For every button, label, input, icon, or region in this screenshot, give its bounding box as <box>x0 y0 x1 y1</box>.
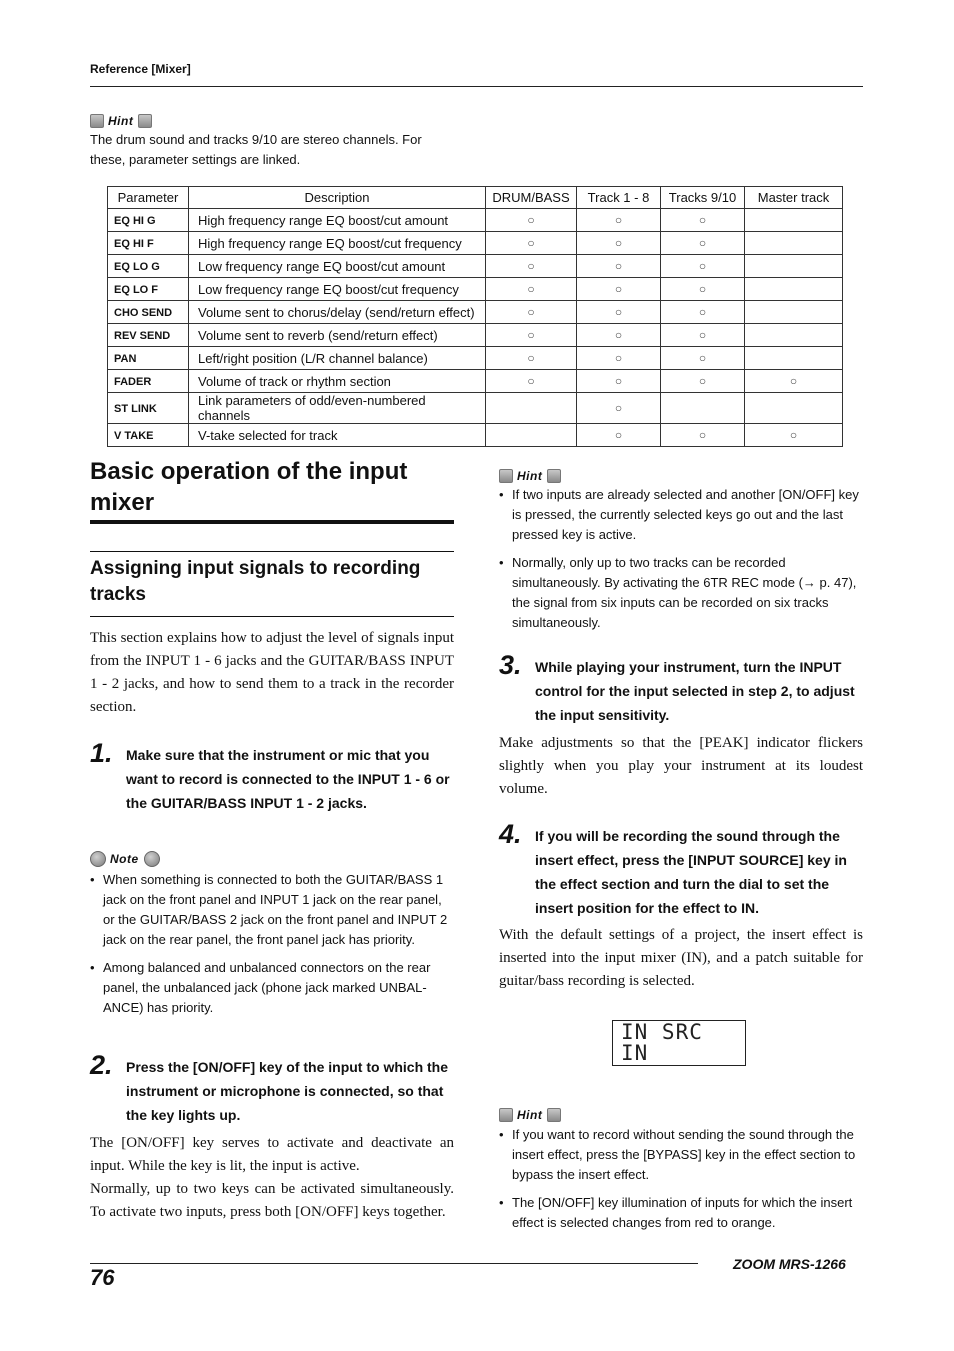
hint-text-line: The drum sound and tracks 9/10 are stereo channels. For <box>90 132 422 147</box>
parameter-table <box>107 186 843 447</box>
drum-bass-mark <box>486 393 577 424</box>
list-item: • If two inputs are already selected and another [ON/OFF] key is pressed, the currently selected keys go out and the last pressed key is active. <box>499 485 863 545</box>
hint-label: Hint <box>108 114 134 128</box>
table-row <box>108 301 843 324</box>
step-text-2: Press the [ON/OFF] key of the input to which the instrument or microphone is connected, so that the key lights up. <box>126 1059 449 1123</box>
drum-bass-mark: ○ <box>486 232 577 255</box>
table-header-row <box>108 187 843 209</box>
hint-callout-1 <box>90 113 152 129</box>
param-cell: FADER <box>108 370 189 393</box>
footer-rule <box>90 1263 698 1264</box>
description-cell: High frequency range EQ boost/cut frequency <box>189 232 486 255</box>
track-1-8-mark: ○ <box>577 347 661 370</box>
hint-icon <box>138 114 152 128</box>
master-track-mark <box>745 347 843 370</box>
track-1-8-mark: ○ <box>577 301 661 324</box>
step-3-paragraph: Make adjustments so that the [PEAK] indicator flickers slightly when you play your instrument at its loudest volume. <box>499 735 863 797</box>
hint-icon <box>90 114 104 128</box>
list-item: • When something is connected to both the GUITAR/BASS 1 jack on the front panel and INPUT 1 jack on the rear panel, or the GUITAR/BASS 2 jack on the front panel and INPUT 2 jack on the rear panel, the front panel jack has priority. <box>90 870 454 950</box>
master-track-mark <box>745 209 843 232</box>
subtitle-bottom-rule <box>90 616 454 617</box>
step-text-4: If you will be recording the sound through the insert effect, press the [INPUT SOURCE] key in the effect section and turn the dial to set the insert position for the effect to IN. <box>535 828 847 916</box>
step-text-3: While playing your instrument, turn the INPUT control for the input selected in step 2, to adjust the input sensitivity. <box>535 659 855 723</box>
drum-bass-mark: ○ <box>486 209 577 232</box>
column-header-track-1-8: Track 1 - 8 <box>577 187 661 209</box>
description-cell: Low frequency range EQ boost/cut amount <box>189 255 486 278</box>
tracks-9-10-mark: ○ <box>661 255 745 278</box>
track-1-8-mark: ○ <box>577 424 661 447</box>
description-cell: Volume sent to reverb (send/return effect) <box>189 324 486 347</box>
description-cell: Volume of track or rhythm section <box>189 370 486 393</box>
drum-bass-mark: ○ <box>486 255 577 278</box>
step-2-paragraph <box>90 1132 454 1224</box>
hint-icon <box>547 1108 561 1122</box>
hint-icon <box>547 469 561 483</box>
master-track-mark <box>745 278 843 301</box>
lcd-display <box>612 1020 746 1066</box>
hint-callout-3 <box>499 1107 561 1123</box>
hint-callout-2 <box>499 468 561 484</box>
hint-icon <box>499 1108 513 1122</box>
tracks-9-10-mark: ○ <box>661 324 745 347</box>
lcd-line-2: IN <box>621 1041 649 1065</box>
tracks-9-10-mark: ○ <box>661 347 745 370</box>
track-1-8-mark: ○ <box>577 278 661 301</box>
description-cell: Low frequency range EQ boost/cut frequency <box>189 278 486 301</box>
drum-bass-mark: ○ <box>486 370 577 393</box>
master-track-mark <box>745 393 843 424</box>
section-title <box>90 456 460 518</box>
param-cell: ST LINK <box>108 393 189 424</box>
param-cell: EQ LO F <box>108 278 189 301</box>
subsection-title-line: Assigning input signals to recording <box>90 558 421 579</box>
column-header-description: Description <box>189 187 486 209</box>
description-cell: V-take selected for track <box>189 424 486 447</box>
subtitle-top-rule <box>90 551 454 552</box>
track-1-8-mark: ○ <box>577 393 661 424</box>
hint-text-1 <box>90 130 470 170</box>
step-2-paragraph-1: The [ON/OFF] key serves to activate and deactivate an input. While the key is lit, the input is active. <box>90 1135 454 1174</box>
hint-label: Hint <box>517 1108 543 1122</box>
track-1-8-mark: ○ <box>577 209 661 232</box>
drum-bass-mark: ○ <box>486 301 577 324</box>
param-cell: EQ HI G <box>108 209 189 232</box>
lcd-line-1: IN SRC <box>621 1020 703 1044</box>
subsection-title-line: tracks <box>90 584 146 605</box>
hint-text-line: these, parameter settings are linked. <box>90 152 301 167</box>
hint-list-3 <box>499 1125 863 1241</box>
column-header-tracks-9-10: Tracks 9/10 <box>661 187 745 209</box>
tracks-9-10-mark: ○ <box>661 209 745 232</box>
column-header-drum-bass: DRUM/BASS <box>486 187 577 209</box>
drum-bass-mark: ○ <box>486 278 577 301</box>
list-item: • The [ON/OFF] key illumination of inputs for which the insert effect is selected changes from red to orange. <box>499 1193 863 1233</box>
table-row <box>108 255 843 278</box>
subsection-title <box>90 556 454 608</box>
hint-label: Hint <box>517 469 543 483</box>
master-track-mark <box>745 301 843 324</box>
param-cell: REV SEND <box>108 324 189 347</box>
product-name: ZOOM MRS-1266 <box>733 1256 846 1272</box>
table-row <box>108 370 843 393</box>
master-track-mark <box>745 255 843 278</box>
tracks-9-10-mark: ○ <box>661 424 745 447</box>
table-row <box>108 278 843 301</box>
table-row <box>108 209 843 232</box>
section-title-rule <box>90 520 454 524</box>
column-header-parameter: Parameter <box>108 187 189 209</box>
drum-bass-mark <box>486 424 577 447</box>
master-track-mark <box>745 232 843 255</box>
track-1-8-mark: ○ <box>577 324 661 347</box>
table-row <box>108 347 843 370</box>
note-icon <box>90 851 106 867</box>
description-cell: Link parameters of odd/even-numbered channels <box>189 393 486 424</box>
drum-bass-mark: ○ <box>486 347 577 370</box>
table-row <box>108 324 843 347</box>
description-cell: Volume sent to chorus/delay (send/return effect) <box>189 301 486 324</box>
list-item: • If you want to record without sending the sound through the insert effect, press the [BYPASS] key in the effect section to bypass the insert effect. <box>499 1125 863 1185</box>
table-row <box>108 424 843 447</box>
param-cell: V TAKE <box>108 424 189 447</box>
step-2-paragraph-2: Normally, up to two keys can be activated simultaneously. To activate two inputs, press both [ON/OFF] keys together. <box>90 1181 454 1220</box>
section-title-line: mixer <box>90 489 155 516</box>
param-cell: PAN <box>108 347 189 370</box>
master-track-mark: ○ <box>745 424 843 447</box>
param-cell: EQ HI F <box>108 232 189 255</box>
step-number-4: 4. <box>499 819 522 849</box>
intro-paragraph: This section explains how to adjust the level of signals input from the INPUT 1 - 6 jacks and the GUITAR/BASS INPUT 1 - 2 jacks, and how to send them to a track in the recorder section. <box>90 630 454 715</box>
tracks-9-10-mark: ○ <box>661 278 745 301</box>
step-number-1: 1. <box>90 738 113 768</box>
description-cell: High frequency range EQ boost/cut amount <box>189 209 486 232</box>
hint-list-2 <box>499 485 863 641</box>
page-number: 76 <box>90 1265 115 1290</box>
note-list <box>90 870 454 1026</box>
note-icon <box>144 851 160 867</box>
master-track-mark: ○ <box>745 370 843 393</box>
tracks-9-10-mark <box>661 393 745 424</box>
track-1-8-mark: ○ <box>577 232 661 255</box>
header-rule <box>90 86 863 87</box>
param-cell: CHO SEND <box>108 301 189 324</box>
track-1-8-mark: ○ <box>577 255 661 278</box>
tracks-9-10-mark: ○ <box>661 232 745 255</box>
list-item: • Normally, only up to two tracks can be recorded simultaneously. By activating the 6TR REC mode (→ p. 47), the signal from six inputs can be recorded on six tracks simultaneously. <box>499 553 863 633</box>
table-row <box>108 393 843 424</box>
hint-icon <box>499 469 513 483</box>
table-row <box>108 232 843 255</box>
step-text-1: Make sure that the instrument or mic that you want to record is connected to the INPUT 1 - 6 or the GUITAR/BASS INPUT 1 - 2 jacks. <box>126 747 450 811</box>
track-1-8-mark: ○ <box>577 370 661 393</box>
drum-bass-mark: ○ <box>486 324 577 347</box>
step-number-3: 3. <box>499 650 522 680</box>
section-title-line: Basic operation of the input <box>90 458 408 485</box>
note-label: Note <box>110 852 139 866</box>
param-cell: EQ LO G <box>108 255 189 278</box>
master-track-mark <box>745 324 843 347</box>
tracks-9-10-mark: ○ <box>661 301 745 324</box>
step-number-2: 2. <box>90 1050 113 1080</box>
list-item: • Among balanced and unbalanced connectors on the rear panel, the unbalanced jack (phone jack marked UNBAL-ANCE) has priority. <box>90 958 454 1018</box>
tracks-9-10-mark: ○ <box>661 370 745 393</box>
note-callout <box>90 851 160 867</box>
column-header-master-track: Master track <box>745 187 843 209</box>
description-cell: Left/right position (L/R channel balance) <box>189 347 486 370</box>
running-header: Reference [Mixer] <box>90 62 191 76</box>
step-4-paragraph: With the default settings of a project, the insert effect is inserted into the input mixer (IN), and a patch suitable for guitar/bass recording is selected. <box>499 927 863 989</box>
